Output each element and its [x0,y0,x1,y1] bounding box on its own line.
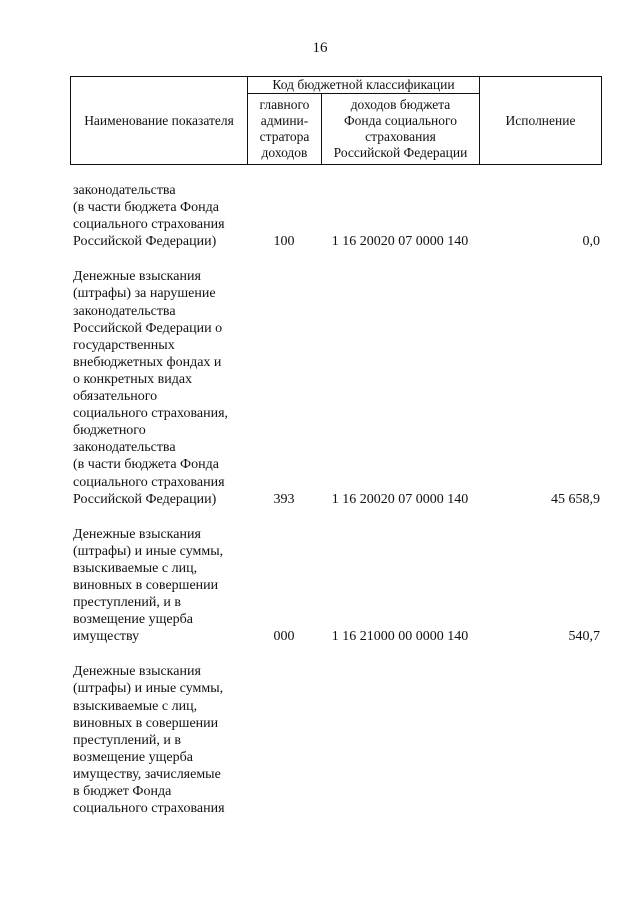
row-amount: 45 658,9 [551,491,600,507]
header-col-code: доходов бюджета Фонда социального страхования Российской Федерации [333,97,468,160]
row-name: Денежные взыскания (штрафы) и иные суммы, взыскиваемые с лиц, виновных в совершении преступлений, и в возмещение ущерба имуществу, зачисляемые в бюджет Фонда социального страхования [73,664,225,817]
row-budget-code: 1 16 20020 07 0000 140 [331,491,469,507]
header-border-bottom [70,164,602,165]
row-name: законодательства (в части бюджета Фонда социального страхования Российской Федерации) [73,183,225,250]
table-row [0,526,640,646]
table-row [0,268,640,507]
header-col-amount: Исполнение [505,112,576,128]
row-name: Денежные взыскания (штрафы) и иные суммы, взыскиваемые с лиц, виновных в совершении преступлений, и в возмещение ущерба имуществу [73,526,224,645]
header-border-right [601,76,602,165]
row-admin-code: 100 [273,234,295,250]
table-row [0,182,640,250]
row-admin-code: 393 [273,491,295,507]
row-admin-code: 000 [273,629,295,645]
row-budget-code: 1 16 21000 00 0000 140 [331,629,469,645]
table-header [70,76,602,165]
row-name: Денежные взыскания (штрафы) за нарушение законодательства Российской Федерации о государственных внебюджетных фондах и о конкретных видах обязательного социального страхования, бюджетного законодательства (в части бюджета Фонда социального страхования Российской Федерации) [73,269,229,507]
table-row [0,663,640,817]
page-number: 16 [312,40,328,56]
header-code-group: Код бюджетной классификации [272,77,455,92]
row-amount: 0,0 [582,234,600,250]
row-amount: 540,7 [568,629,600,645]
row-budget-code: 1 16 20020 07 0000 140 [331,234,469,250]
header-col-admin: главного админи- стратора доходов [259,97,310,160]
header-col-name: Наименование показателя [84,112,234,128]
table-body [0,182,640,817]
